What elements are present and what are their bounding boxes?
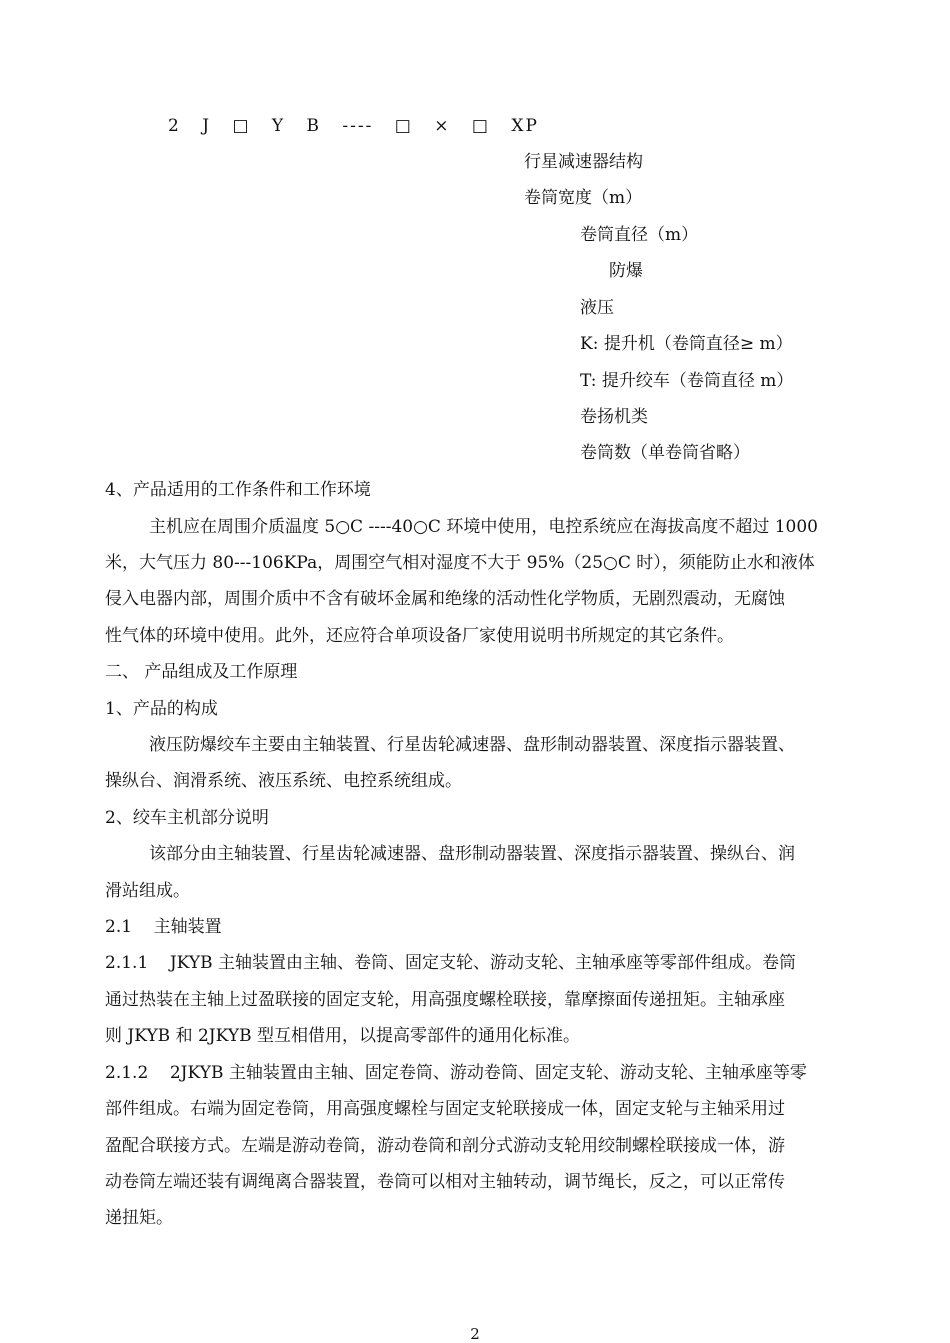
legend-item: K: 提升机（卷筒直径≥ m）: [580, 334, 793, 354]
section-heading: 二、 产品组成及工作原理: [105, 662, 298, 682]
legend-item: 卷扬机类: [580, 407, 648, 427]
paragraph-line: 盈配合联接方式。左端是游动卷筒，游动卷筒和剖分式游动支轮用绞制螺栓联接成一体，游: [105, 1136, 785, 1156]
paragraph-line: 2.1.1 JKYB 主轴装置由主轴、卷筒、固定支轮、游动支轮、主轴承座等零部件组成。卷筒: [105, 953, 797, 973]
paragraph-line: 通过热装在主轴上过盈联接的固定支轮，用高强度螺栓联接，靠摩擦面传递扭矩。主轴承座: [105, 990, 785, 1010]
legend-item: 卷筒直径（m）: [580, 225, 699, 245]
paragraph-line: 侵入电器内部，周围介质中不含有破坏金属和绝缘的活动性化学物质，无剧烈震动，无腐蚀: [105, 589, 785, 609]
paragraph-line: 动卷筒左端还装有调绳离合器装置，卷筒可以相对主轴转动，调节绳长，反之，可以正常传: [105, 1172, 785, 1192]
legend-item: 防爆: [609, 261, 643, 281]
subsection-heading: 1、产品的构成: [105, 699, 218, 719]
paragraph-line: 则 JKYB 和 2JKYB 型互相借用，以提高零部件的通用化标准。: [105, 1026, 580, 1046]
subsection-heading: 2.1 主轴装置: [105, 917, 222, 937]
paragraph-line: 2.1.2 2JKYB 主轴装置由主轴、固定卷筒、游动卷筒、固定支轮、游动支轮、主轴承座等零: [105, 1063, 807, 1083]
legend-item: 卷筒宽度（m）: [524, 188, 643, 208]
paragraph-line: 米，大气压力 80---106KPa，周围空气相对湿度不大于 95%（25○C 时），须能防止水和液体: [105, 553, 815, 573]
subsection-heading: 2、绞车主机部分说明: [105, 808, 269, 828]
paragraph-line: 递扭矩。: [105, 1208, 173, 1228]
paragraph-line: 操纵台、润滑系统、液压系统、电控系统组成。: [105, 771, 462, 791]
legend-item: 行星减速器结构: [524, 152, 643, 172]
paragraph-line: 液压防爆绞车主要由主轴装置、行星齿轮减速器、盘形制动器装置、深度指示器装置、: [149, 735, 795, 755]
page-number: 2: [470, 1325, 480, 1343]
paragraph-line: 该部分由主轴装置、行星齿轮减速器、盘形制动器装置、深度指示器装置、操纵台、润: [149, 844, 795, 864]
paragraph-line: 滑站组成。: [105, 881, 190, 901]
legend-item: 卷筒数（单卷筒省略）: [580, 443, 750, 463]
legend-item: 液压: [580, 298, 614, 318]
paragraph-line: 部件组成。右端为固定卷筒，用高强度螺栓与固定支轮联接成一体，固定支轮与主轴采用过: [105, 1099, 785, 1119]
paragraph-line: 主机应在周围介质温度 5○C ----40○C 环境中使用，电控系统应在海拔高度不超过 1000: [149, 517, 818, 537]
section-heading: 4、产品适用的工作条件和工作环境: [105, 480, 371, 500]
paragraph-line: 性气体的环境中使用。此外，还应符合单项设备厂家使用说明书所规定的其它条件。: [105, 626, 734, 646]
legend-item: T: 提升绞车（卷筒直径 m）: [580, 371, 794, 391]
model-code: 2 J □ Y B ---- □ × □ XP: [168, 116, 539, 136]
